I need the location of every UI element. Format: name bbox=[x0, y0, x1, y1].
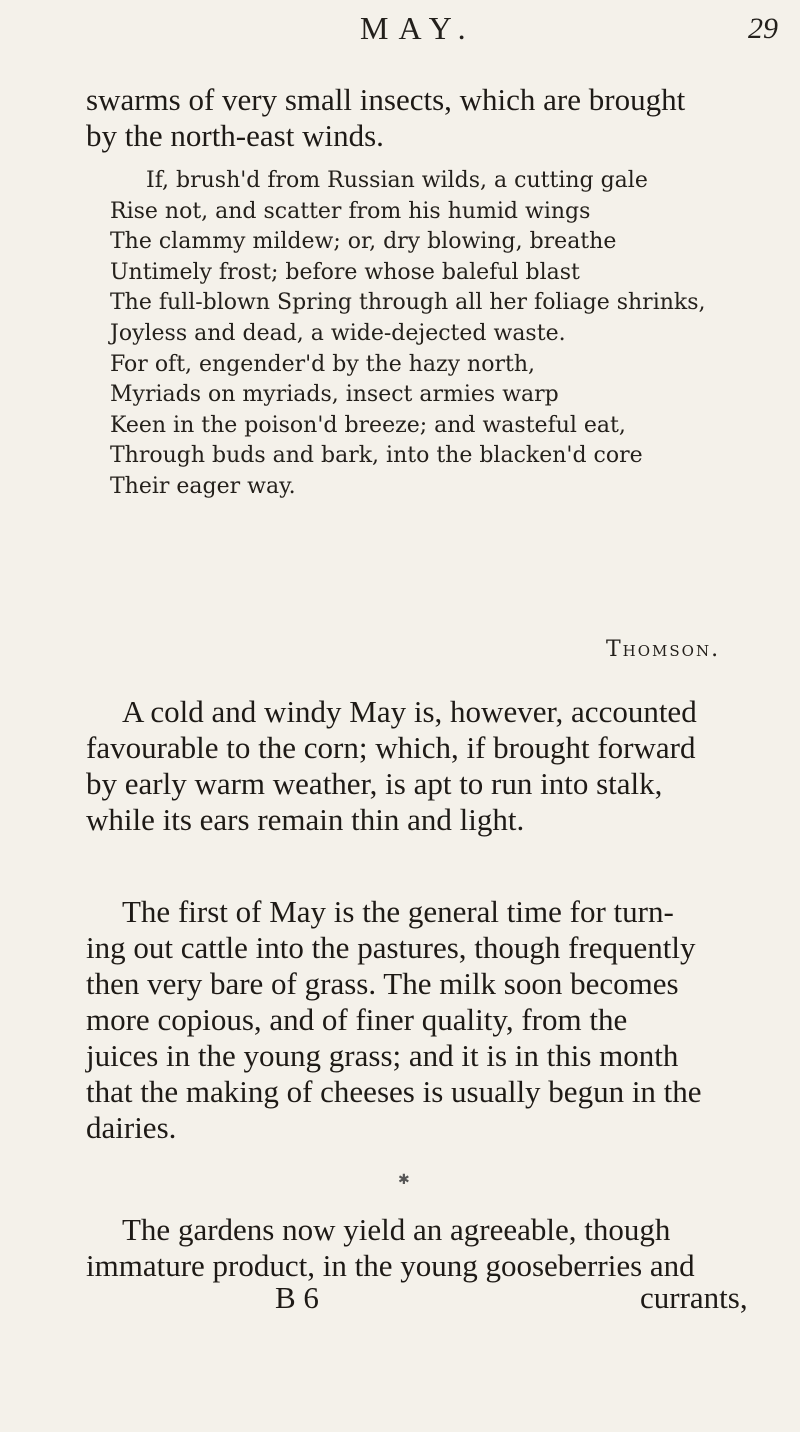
verse-quotation bbox=[110, 166, 790, 503]
corn-paragraph bbox=[86, 694, 786, 838]
text-line: then very bare of grass. The milk soon becomes bbox=[86, 966, 679, 1001]
verse-line: The full-blown Spring through all her foliage shrinks, bbox=[110, 290, 706, 316]
text-line: by early warm weather, is apt to run into stalk, bbox=[86, 766, 663, 801]
text-line: A cold and windy May is, however, accounted bbox=[122, 694, 697, 729]
signature-mark: B 6 bbox=[275, 1280, 319, 1315]
text-line: more copious, and of finer quality, from the bbox=[86, 1002, 628, 1037]
verse-line: For oft, engender'd by the hazy north, bbox=[110, 351, 535, 377]
text-line: favourable to the corn; which, if brought forward bbox=[86, 730, 696, 765]
verse-line: The clammy mildew; or, dry blowing, breathe bbox=[110, 229, 617, 255]
cattle-paragraph bbox=[86, 894, 786, 1146]
verse-attribution: Thomson. bbox=[606, 637, 721, 662]
text-line: immature product, in the young gooseberries and bbox=[86, 1248, 695, 1283]
verse-line: Myriads on myriads, insect armies warp bbox=[110, 382, 559, 408]
text-line: by the north-east winds. bbox=[86, 118, 384, 153]
text-line: that the making of cheeses is usually begun in the bbox=[86, 1074, 702, 1109]
verse-line: Joyless and dead, a wide-dejected waste. bbox=[110, 320, 566, 346]
verse-line: Untimely frost; before whose baleful blast bbox=[110, 259, 580, 285]
running-title: MAY. bbox=[360, 10, 476, 46]
text-line: juices in the young grass; and it is in this month bbox=[86, 1038, 679, 1073]
verse-line: Keen in the poison'd breeze; and wasteful eat, bbox=[110, 412, 626, 438]
catchword: currants, bbox=[640, 1280, 748, 1315]
intro-paragraph bbox=[86, 82, 786, 154]
gardens-paragraph bbox=[86, 1212, 786, 1284]
page-footer bbox=[0, 1280, 800, 1320]
text-line: The first of May is the general time for turn- bbox=[122, 894, 674, 929]
text-line: ing out cattle into the pastures, though frequently bbox=[86, 930, 696, 965]
page-number: 29 bbox=[748, 12, 778, 45]
printer-mark-icon: ✱ bbox=[398, 1172, 410, 1188]
text-line: swarms of very small insects, which are brought bbox=[86, 82, 686, 117]
verse-line: Rise not, and scatter from his humid wings bbox=[110, 198, 591, 224]
verse-line: If, brush'd from Russian wilds, a cutting gale bbox=[146, 168, 648, 193]
text-line: The gardens now yield an agreeable, though bbox=[122, 1212, 671, 1247]
verse-line: Through buds and bark, into the blacken'd core bbox=[110, 443, 643, 469]
running-head bbox=[0, 10, 800, 60]
verse-line: Their eager way. bbox=[110, 473, 296, 499]
text-line: dairies. bbox=[86, 1110, 177, 1145]
text-line: while its ears remain thin and light. bbox=[86, 802, 525, 837]
